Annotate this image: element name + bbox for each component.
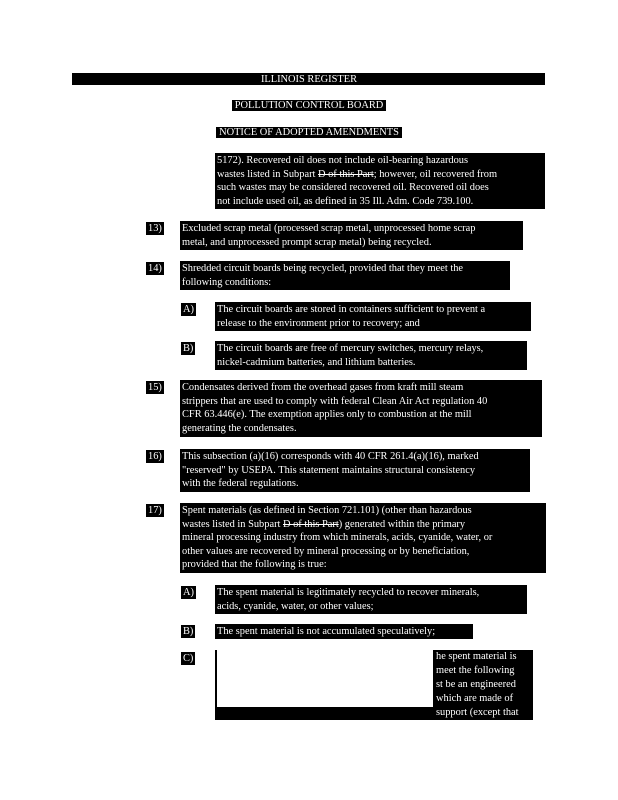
item-13-text: Excluded scrap metal (processed scrap metal, unprocessed home scrap metal, and unprocessed prompt scrap metal) being recycled. xyxy=(180,221,523,250)
item-17c-frag4: which are made of xyxy=(434,692,533,706)
item-14-label: 14) xyxy=(148,263,162,274)
item-17c-frag3: st be an engineered xyxy=(434,678,533,692)
item-17-text: Spent materials (as defined in Section 721.101) (other than hazardous wastes listed in Subpart D of this Part) generated within the primary mineral processing industry from which minerals, acids, cyanide, water, or other values are recovered by mineral processing or by beneficiation, provided that the following is true: xyxy=(180,503,546,573)
item-14-text: Shredded circuit boards being recycled, provided that they meet the following conditions: xyxy=(180,261,510,290)
item-14a-text: The circuit boards are stored in containers sufficient to prevent a release to the environment prior to recovery; and xyxy=(215,302,531,331)
notice-title: NOTICE OF ADOPTED AMENDMENTS xyxy=(0,126,618,139)
item-17-label: 17) xyxy=(148,505,162,516)
item-17c-frag5: support (except that xyxy=(434,706,533,720)
item-17b-label: B) xyxy=(183,626,194,637)
item-14a-label: A) xyxy=(183,304,194,315)
item-17a-label: A) xyxy=(183,587,194,598)
item-17c-obscured-region xyxy=(217,650,433,707)
continuation-paragraph: 5172). Recovered oil does not include oil-bearing hazardous wastes listed in Subpart D of this Part; however, oil recovered from such wastes may be considered recovered oil. Recovered oil does not include used oil, as defined in 35 Ill. Adm. Code 739.100. xyxy=(215,153,545,209)
item-17c-label: C) xyxy=(183,653,194,664)
item-17b-text: The spent material is not accumulated speculatively; xyxy=(215,624,473,639)
item-17a-text: The spent material is legitimately recycled to recover minerals, acids, cyanide, water, or other values; xyxy=(215,585,527,614)
item-14b-label: B) xyxy=(183,343,194,354)
item-13-label: 13) xyxy=(148,223,162,234)
item-17c-frag2: meet the following xyxy=(434,664,533,678)
item-16-text: This subsection (a)(16) corresponds with 40 CFR 261.4(a)(16), marked "reserved" by USEPA. This statement maintains structural consistency with the federal regulations. xyxy=(180,449,530,492)
board-title: POLLUTION CONTROL BOARD xyxy=(0,99,618,112)
item-17c-frag1: he spent material is xyxy=(434,650,533,664)
item-14b-text: The circuit boards are free of mercury switches, mercury relays, nickel-cadmium batteries, and lithium batteries. xyxy=(215,341,527,370)
register-title: ILLINOIS REGISTER xyxy=(260,74,358,85)
item-15-text: Condensates derived from the overhead gases from kraft mill steam strippers that are used to comply with federal Clean Air Act regulation 40 CFR 63.446(e). The exemption applies only to combustion at the mill generating the condensates. xyxy=(180,380,542,437)
item-16-label: 16) xyxy=(148,451,162,462)
item-15-label: 15) xyxy=(148,382,162,393)
